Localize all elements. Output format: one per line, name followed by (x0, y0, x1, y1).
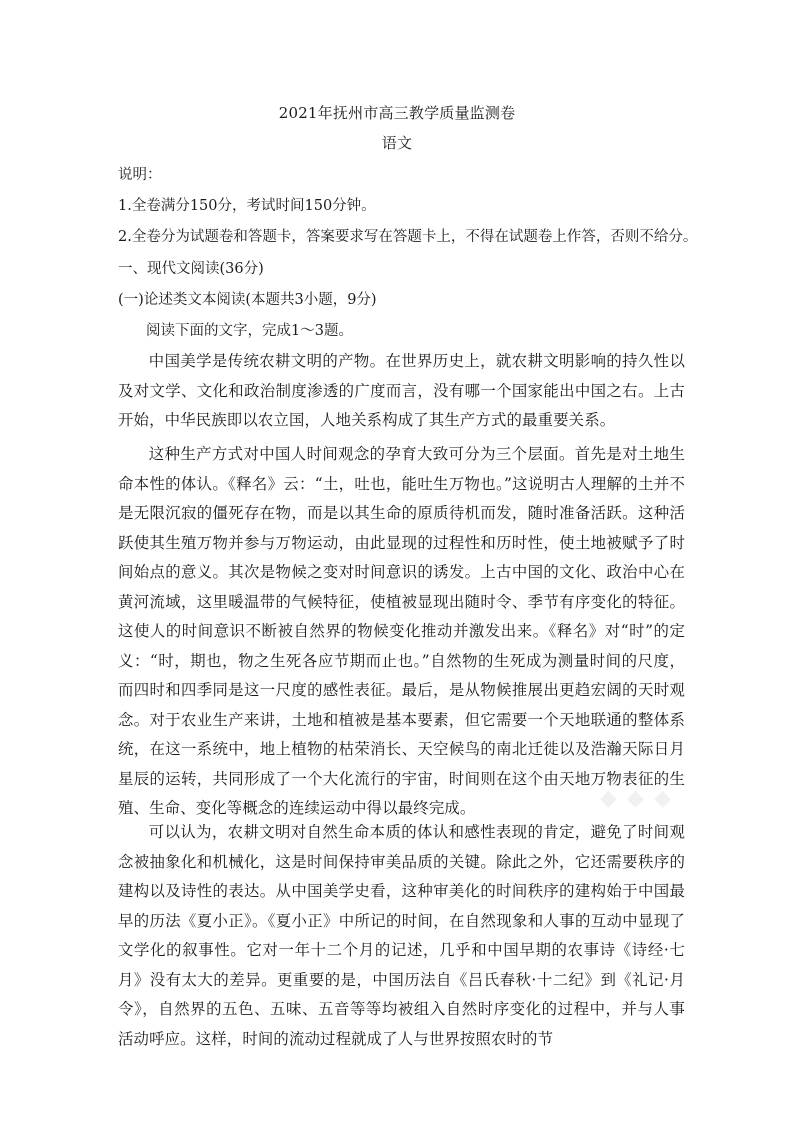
subject-title: 语文 (381, 134, 413, 152)
section-heading: 一、现代文阅读(36分) (118, 261, 264, 277)
passage-paragraph-1: 中国美学是传统农耕文明的产物。在世界历史上，就农耕文明影响的持久性以及对文学、文化和政治制度渗透的广度而言，没有哪一个国家能出中国之右。上古开始，中华民族即以农立国，人地关系构成了其生产方式的最重要关系。 (118, 352, 685, 429)
passage-paragraph-3: 可以认为，农耕文明对自然生命本质的体认和感性表现的肯定，避免了时间观念被抽象化和机械化，这是时间保持审美品质的关键。除此之外，它还需要秩序的建构以及诗性的表达。从中国美学史看，这种审美化的时间秩序的建构始于中国最早的历法《夏小正》。《夏小正》中所记的时间，在自然现象和人事的互动中显现了文学化的叙事性。它对一年十二个月的记述，几乎和中国早期的农事诗《诗经·七月》没有太大的差异。更重要的是，中国历法自《吕氏春秋·十二纪》到《礼记·月令》，自然界的五色、五味、五音等等均被组入自然时序变化的过程中，并与人事活动呼应。这样，时间的流动过程就成了人与世界按照农时的节 (118, 823, 685, 1048)
instruction-item-2: 2.全卷分为试题卷和答题卡，答案要求写在答题卡上，不得在试题卷上作答，否则不给分。 (118, 229, 698, 245)
watermark: ◆ ◆ ◆ (600, 785, 673, 810)
reading-prompt: 阅读下面的文字，完成1～3题。 (146, 323, 353, 339)
instruction-item-1: 1.全卷满分150分，考试时间150分钟。 (118, 198, 376, 214)
exam-title: 2021年抚州市高三教学质量监测卷 (278, 104, 516, 122)
subsection-heading: (一)论述类文本阅读(本题共3小题，9分) (118, 292, 377, 308)
instructions-label: 说明： (118, 167, 162, 183)
passage-paragraph-2: 这种生产方式对中国人时间观念的孕育大致可分为三个层面。首先是对土地生命本性的体认。《释名》云：“土，吐也，能吐生万物也。”这说明古人理解的土并不是无限沉寂的僵死存在物，而是以其生命的原质待机而发，随时准备活跃。这种活跃使其生殖万物并参与万物运动，由此显现的过程性和历时性，使土地被赋予了时间始点的意义。其次是物候之变对时间意识的诱发。上古中国的文化、政治中心在黄河流域，这里暖温带的气候特征，使植被显现出随时令、季节有序变化的特征。这使人的时间意识不断被自然界的物候变化推动并激发出来。《释名》对“时”的定义：“时，期也，物之生死各应节期而止也。”自然物的生死成为测量时间的尺度，而四时和四季同是这一尺度的感性表征。最后，是从物候推展出更趋宏阔的天时观念。对于农业生产来讲，土地和植被是基本要素，但它需要一个天地联通的整体系统，在这一系统中，地上植物的枯荣消长、天空候鸟的南北迁徙以及浩瀚天际日月星辰的运转，共同形成了一个大化流行的宇宙，时间则在这个由天地万物表征的生殖、生命、变化等概念的连续运动中得以最终完成。 (118, 445, 685, 817)
